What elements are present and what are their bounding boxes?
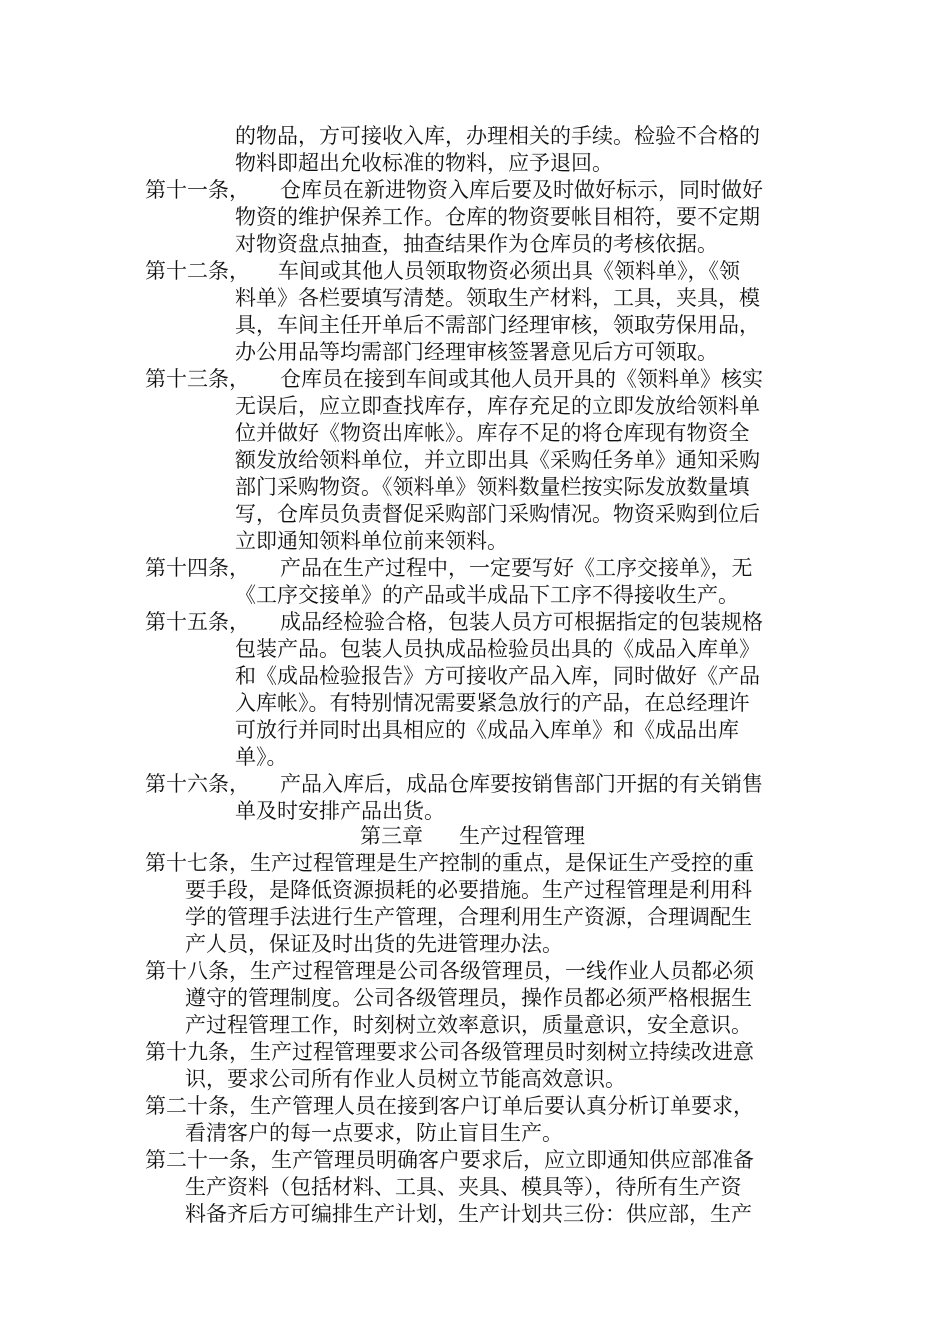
article-16-line-2: 单及时安排产品出货。: [235, 799, 445, 823]
article-15-line-6: 单》。: [235, 745, 288, 769]
article-19-line-2: 识，要求公司所有作业人员树立节能高效意识。: [185, 1067, 626, 1091]
article-12-line-1: 车间或其他人员领取物资必须出具《领料单》，《领: [278, 259, 740, 283]
article-13-line-6: 写，仓库员负责督促采购部门采购情况。物资采购到位后: [235, 502, 760, 526]
article-21-line-1: 第二十一条，生产管理员明确客户要求后，应立即通知供应部准备: [145, 1148, 754, 1172]
article-17-line-3: 学的管理手法进行生产管理，合理利用生产资源，合理调配生: [185, 905, 752, 929]
article-18-line-2: 遵守的管理制度。公司各级管理员，操作员都必须严格根据生: [185, 986, 752, 1010]
chapter-title: 生产过程管理: [459, 824, 585, 848]
article-15-line-3: 和《成品检验报告》方可接收产品入库，同时做好《产品: [235, 664, 760, 688]
article-17-line-4: 产人员，保证及时出货的先进管理办法。: [185, 932, 563, 956]
article-12-line-3: 具，车间主任开单后不需部门经理审核，领取劳保用品，: [235, 313, 760, 337]
article-11-line-3: 对物资盘点抽查，抽查结果作为仓库员的考核依据。: [235, 232, 718, 256]
article-13-line-2: 无误后，应立即查找库存，库存充足的立即发放给领料单: [235, 394, 760, 418]
article-13-label: 第十三条，: [145, 367, 250, 391]
article-12-line-2: 料单》各栏要填写清楚。领取生产材料，工具，夹具，模: [235, 286, 760, 310]
article-17-line-1: 第十七条，生产过程管理是生产控制的重点，是保证生产受控的重: [145, 851, 754, 875]
article-20-line-2: 看清客户的每一点要求，防止盲目生产。: [185, 1121, 563, 1145]
article-16-label: 第十六条，: [145, 772, 250, 796]
article-16-line-1: 产品入库后，成品仓库要按销售部门开据的有关销售: [280, 772, 763, 796]
article-18-line-1: 第十八条，生产过程管理是公司各级管理员，一线作业人员都必须: [145, 959, 754, 983]
article-15-line-2: 包装产品。包装人员执成品检验员出具的《成品入库单》: [235, 637, 760, 661]
article-13-line-3: 位并做好《物资出库帐》。库存不足的将仓库现有物资全: [235, 421, 750, 445]
article-20-line-1: 第二十条，生产管理人员在接到客户订单后要认真分析订单要求，: [145, 1094, 754, 1118]
article-14-label: 第十四条，: [145, 556, 250, 580]
article-11-label: 第十一条，: [145, 178, 250, 202]
article-10-line-2: 物料即超出允收标准的物料，应予退回。: [235, 151, 613, 175]
chapter-number: 第三章: [360, 824, 423, 848]
article-11-line-2: 物资的维护保养工作。仓库的物资要帐目相符，要不定期: [235, 205, 760, 229]
article-12-label: 第十二条，: [145, 259, 250, 283]
article-15-line-5: 可放行并同时出具相应的《成品入库单》和《成品出库: [235, 718, 739, 742]
article-15-label: 第十五条，: [145, 610, 250, 634]
chapter-heading: [360, 823, 585, 850]
article-13-line-5: 部门采购物资。《领料单》领料数量栏按实际发放数量填: [235, 475, 750, 499]
article-15-line-1: 成品经检验合格，包装人员方可根据指定的包装规格: [280, 610, 763, 634]
article-14-line-2: 《工序交接单》的产品或半成品下工序不得接收生产。: [235, 583, 739, 607]
article-21-line-2: 生产资料（包括材料、工具、夹具、模具等），待所有生产资: [185, 1175, 742, 1199]
article-15-line-4: 入库帐》。有特别情况需要紧急放行的产品，在总经理许: [235, 691, 750, 715]
article-19-line-1: 第十九条，生产过程管理要求公司各级管理员时刻树立持续改进意: [145, 1040, 754, 1064]
article-21-line-3: 料备齐后方可编排生产计划，生产计划共三份：供应部，生产: [185, 1202, 752, 1226]
article-12-line-4: 办公用品等均需部门经理审核签署意见后方可领取。: [235, 340, 718, 364]
article-11-line-1: 仓库员在新进物资入库后要及时做好标示，同时做好: [280, 178, 763, 202]
article-13-line-1: 仓库员在接到车间或其他人员开具的《领料单》核实: [280, 367, 763, 391]
article-13-line-4: 额发放给领料单位，并立即出具《采购任务单》通知采购: [235, 448, 760, 472]
article-14-line-1: 产品在生产过程中，一定要写好《工序交接单》，无: [280, 556, 753, 580]
article-13-line-7: 立即通知领料单位前来领料。: [235, 529, 508, 553]
article-10-line-1: 的物品，方可接收入库，办理相关的手续。检验不合格的: [235, 124, 760, 148]
article-18-line-3: 产过程管理工作，时刻树立效率意识，质量意识，安全意识。: [185, 1013, 752, 1037]
article-17-line-2: 要手段，是降低资源损耗的必要措施。生产过程管理是利用科: [185, 878, 752, 902]
